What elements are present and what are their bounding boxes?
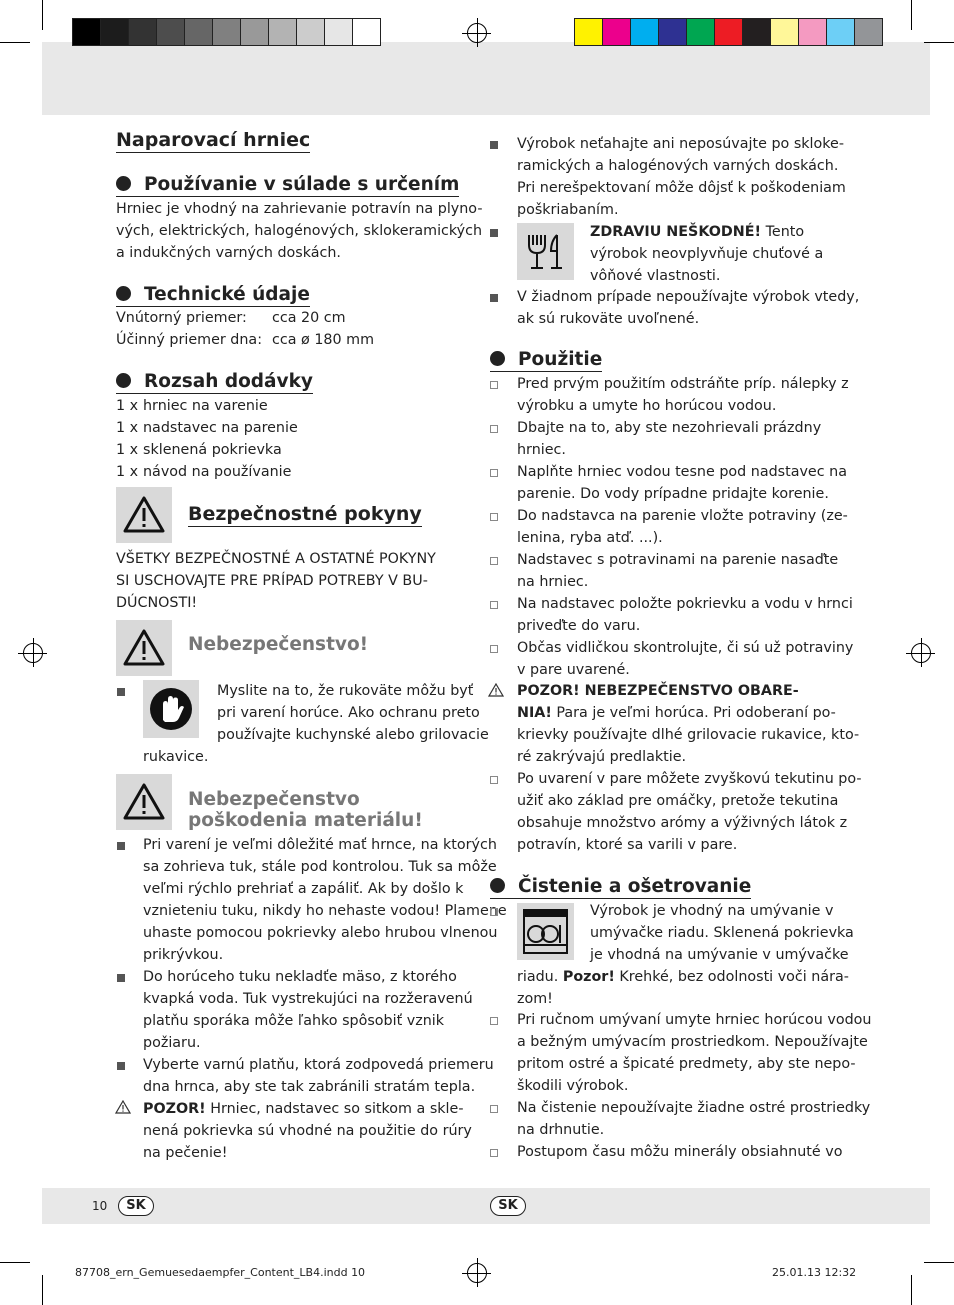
material-warning: POZOR! Hrniec, nadstavec so sitkom a skle- nená pokrievka sú vhodné na použitie do rúry na pečenie! [143, 1101, 472, 1161]
hollow-bullet-icon [490, 1017, 498, 1025]
color-swatch [686, 18, 715, 46]
section-heading-delivery: Rozsah dodávky [116, 371, 313, 394]
color-swatch [268, 18, 297, 46]
color-swatch [212, 18, 241, 46]
delivery-item: návod na používanie [143, 464, 292, 480]
danger-heading: Nebezpečenstvo! [188, 634, 369, 655]
square-bullet-icon [117, 688, 125, 696]
usage-step: Naplňte hrniec vodou tesne pod nadstavec na parenie. Do vody prípadne pridajte korenie. [517, 464, 847, 502]
square-bullet-icon [490, 229, 498, 237]
hollow-bullet-icon [490, 469, 498, 477]
hollow-bullet-icon [490, 381, 498, 389]
language-badge: SK [490, 1196, 526, 1216]
language-badge: SK [118, 1196, 154, 1216]
tech-value: cca 20 cm [272, 310, 346, 326]
section-heading-tech: Technické údaje [116, 284, 310, 307]
section-heading-use: Používanie v súlade s určením [116, 174, 459, 197]
use-text: Hrniec je vhodný na zahrievanie potravín na plyno- vých, elektrických, halogénových, sklokeramických a indukčných varných doskách. [116, 201, 483, 261]
small-warning-icon [115, 1100, 131, 1118]
warning-triangle-icon [116, 620, 172, 676]
usage-step: Dbajte na to, aby ste nezohrievali prázdny hrniec. [517, 420, 822, 458]
crop-mark [924, 1262, 954, 1263]
right-item: V žiadnom prípade nepoužívajte výrobok vtedy, ak sú rukoväte uvoľnené. [517, 289, 860, 327]
tech-value: cca ø 180 mm [272, 332, 375, 348]
page-number: 10 [92, 1199, 108, 1213]
usage-step: Po uvarení v pare môžete zvyškovú tekutinu po- užiť ako základ pre omáčky, pretože tekutina obsahuje množstvo arómy a výživných látok z potravín, ktoré sa varili v pare. [517, 771, 862, 853]
color-swatch [72, 18, 101, 46]
warning-triangle-icon [116, 487, 172, 543]
small-warning-icon [488, 683, 504, 701]
cleaning-step: Pri ručnom umývaní umyte hrniec horúcou vodou a bežným umývacím prostriedkom. Nepoužívajte pritom ostré a špicaté predmety, aby ste nepo- škodili výrobok. [517, 1012, 872, 1094]
delivery-item: sklenená pokrievka [143, 442, 282, 458]
registration-mark-icon [23, 643, 43, 663]
danger-text: Myslite na to, že rukoväte môžu byť pri varení horúce. Ako ochranu preto používajte kuchynské alebo grilovacie [217, 683, 489, 743]
color-swatch [296, 18, 325, 46]
danger-text-last: rukavice. [143, 749, 209, 765]
material-item: Do horúceho tuku nekladťe mäso, z ktorého kvapká voda. Tuk vystrekujúci na rozžeravenú platňu sporáka môže ľahko spôsobiť vznik požiaru. [143, 969, 473, 1051]
color-swatch [854, 18, 883, 46]
hollow-bullet-icon [490, 425, 498, 433]
color-swatch [574, 18, 603, 46]
square-bullet-icon [490, 294, 498, 302]
cleaning-step: Postupom času môžu minerály obsiahnuté vo [517, 1144, 843, 1160]
registration-mark-icon [911, 643, 931, 663]
hollow-bullet-icon [490, 513, 498, 521]
hollow-bullet-icon [490, 776, 498, 784]
material-item: Vyberte varnú platňu, ktorá zodpovedá priemeru dna hrnca, aby ste tak zabránili stratám tepla. [143, 1057, 494, 1095]
square-bullet-icon [490, 141, 498, 149]
food-safe-text: ZDRAVIU NEŠKODNÉ! Tento výrobok neovplyvňuje chuťové a vôňové vlastnosti. [590, 224, 824, 284]
usage-warning: POZOR! NEBEZPEČENSTVO OBARE- NIA! Para je veľmi horúca. Pri odoberaní po- krievky používajte dlhé grilovacie rukavice, kto- ré zakrývajú predlaktie. [517, 683, 860, 765]
bullet-icon [116, 176, 131, 191]
color-swatch [100, 18, 129, 46]
registration-mark-icon [467, 1263, 487, 1283]
hollow-bullet-icon [490, 908, 498, 916]
delivery-item: hrniec na varenie [143, 398, 268, 414]
color-swatch [156, 18, 185, 46]
dishwasher-icon [517, 903, 574, 960]
usage-step: Na nadstavec položte pokrievku a vodu v hrnci priveďte do varu. [517, 596, 853, 634]
crop-mark [911, 0, 912, 30]
hollow-bullet-icon [490, 1105, 498, 1113]
cleaning-step-cont: riadu. Pozor! Krehké, bez odolnosti voči nára- zom! [517, 969, 849, 1007]
usage-step: Nadstavec s potravinami na parenie nasaďte na hrniec. [517, 552, 839, 590]
footer-band [42, 1188, 930, 1224]
square-bullet-icon [117, 974, 125, 982]
page-title: Naparovací hrniec [116, 129, 311, 151]
color-swatch [128, 18, 157, 46]
color-swatch [658, 18, 687, 46]
crop-mark [924, 42, 954, 43]
crop-mark [42, 0, 43, 30]
square-bullet-icon [117, 842, 125, 850]
hollow-bullet-icon [490, 601, 498, 609]
color-swatch [798, 18, 827, 46]
usage-step: Do nadstavca na parenie vložte potraviny (ze- lenina, ryba atď. ...). [517, 508, 848, 546]
crop-mark [911, 1275, 912, 1305]
bullet-icon [490, 878, 505, 893]
file-info: 87708_ern_Gemuesedaempfer_Content_LB4.indd 10 [75, 1266, 366, 1279]
oven-glove-icon [143, 680, 199, 738]
color-swatch [352, 18, 381, 46]
delivery-qty: 1 x [116, 420, 139, 436]
delivery-qty: 1 x [116, 398, 139, 414]
hollow-bullet-icon [490, 645, 498, 653]
color-swatch [826, 18, 855, 46]
color-swatch [630, 18, 659, 46]
section-heading-cleaning: Čistenie a ošetrovanie [490, 876, 751, 899]
color-swatch [602, 18, 631, 46]
print-date: 25.01.13 12:32 [772, 1266, 857, 1279]
bullet-icon [116, 286, 131, 301]
right-item: Výrobok neťahajte ani neposúvajte po skloke- ramických a halogénových varných doskách. Pri nerešpektovaní môže dôjsť k poškodeniam poškriabaním. [517, 136, 846, 218]
cleaning-step: Výrobok je vhodný na umývanie v umývačke riadu. Sklenená pokrievka je vhodná na umývanie v umývačke [590, 903, 854, 963]
color-swatch [714, 18, 743, 46]
section-heading-usage: Použitie [490, 349, 602, 372]
registration-mark-icon [467, 23, 487, 43]
crop-mark [42, 1275, 43, 1305]
cleaning-step: Na čistenie nepoužívajte žiadne ostré prostriedky na drhnutie. [517, 1100, 871, 1138]
header-band [42, 42, 930, 115]
bullet-icon [116, 373, 131, 388]
section-heading-safety: Bezpečnostné pokyny [188, 503, 422, 525]
color-swatch [184, 18, 213, 46]
color-swatch [324, 18, 353, 46]
tech-label: Vnútorný priemer: [116, 310, 247, 326]
square-bullet-icon [117, 1062, 125, 1070]
usage-step: Pred prvým použitím odstráňte príp. nálepky z výrobku a umyte ho horúcou vodou. [517, 376, 849, 414]
material-damage-heading: Nebezpečenstvo poškodenia materiálu! [188, 789, 423, 831]
delivery-qty: 1 x [116, 464, 139, 480]
warning-triangle-icon [116, 774, 172, 830]
delivery-qty: 1 x [116, 442, 139, 458]
crop-mark [0, 1262, 30, 1263]
color-swatch [742, 18, 771, 46]
usage-step: Občas vidličkou skontrolujte, či sú už potraviny v pare uvarené. [517, 640, 854, 678]
color-swatch [770, 18, 799, 46]
material-item: Pri varení je veľmi dôležité mať hrnce, na ktorých sa zohrieva tuk, stále pod kontrolou. Tuk sa môže veľmi rýchlo prehriať a zapáliť. Ak by došlo k vznieteniu tuku, nikdy ho nehaste vodou! Plamene uhaste pomocou pokrievky alebo hrubou vlnenou prikrývkou. [143, 837, 507, 963]
crop-mark [0, 42, 30, 43]
hollow-bullet-icon [490, 557, 498, 565]
hollow-bullet-icon [490, 1149, 498, 1157]
color-swatch [240, 18, 269, 46]
safety-text: VŠETKY BEZPEČNOSTNÉ A OSTATNÉ POKYNY SI USCHOVAJTE PRE PRÍPAD POTREBY V BU- DÚCNOSTI! [116, 551, 436, 611]
food-safe-icon [517, 223, 574, 280]
bullet-icon [490, 351, 505, 366]
tech-label: Účinný priemer dna: [116, 332, 263, 348]
delivery-item: nadstavec na parenie [143, 420, 298, 436]
